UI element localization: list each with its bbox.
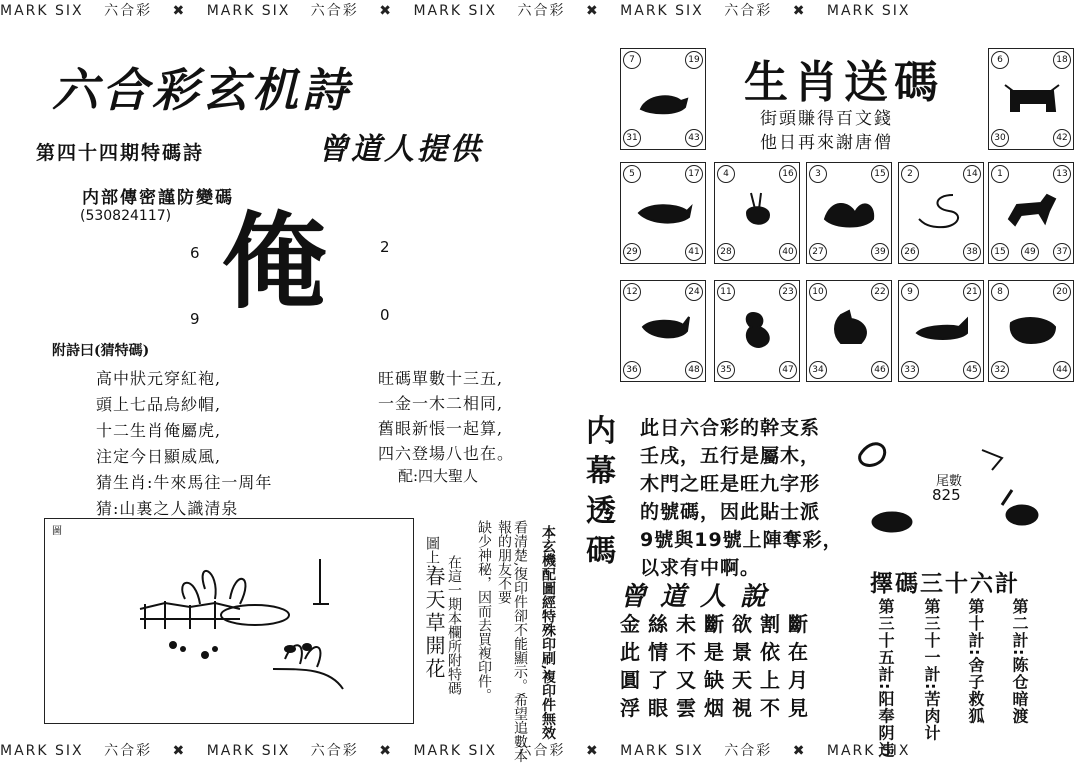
zodiac-number: 15 [991,243,1009,261]
border-text: ✖ [172,3,187,19]
border-text: MARK SIX [206,743,291,759]
poem-left [96,366,272,522]
border-text: ✖ [585,743,600,759]
border-text: 六合彩 [517,3,566,19]
zodiac-number: 42 [1053,129,1071,147]
zodiac-number: 39 [871,243,889,261]
said-line: 浮眼雲烟視不見 [620,696,816,720]
zodiac-number: 36 [623,361,641,379]
border-text: 六合彩 [724,743,773,759]
poem-line: 猜生肖:牛來馬往一周年 [96,473,273,492]
border-text: 六合彩 [724,3,773,19]
secret-line: 内部傳密謹防變碼 [82,188,234,208]
zodiac-box [620,280,706,382]
picture-caption-label: 圖上: [424,536,440,569]
zodiac-number: 21 [963,283,981,301]
zodiac-box [620,162,706,264]
picture-box [44,518,414,724]
zodiac-number: 23 [779,283,797,301]
border-text: MARK SIX [826,3,911,19]
zodiac-number: 5 [623,165,641,183]
zodiac-number: 9 [901,283,919,301]
border-text: ✖ [379,3,393,19]
strategy-title: 擇碼三十六計 [870,571,1020,597]
said-poem [620,610,816,722]
zodiac-number: 41 [685,243,703,261]
zodiac-number: 49 [1021,243,1039,261]
border-text: 六合彩 [517,743,566,759]
border-text: MARK SIX [0,743,84,759]
corner-number-tr: 2 [380,238,390,256]
border-text: 六合彩 [104,743,153,759]
secret-code: (530824117) [80,208,172,224]
poem-title: 附詩曰(猜特碼) [52,343,150,359]
zodiac-number: 38 [963,243,981,261]
zodiac-box [806,162,892,264]
poem-line: 高中狀元穿紅袍, [96,369,222,388]
border-text: ✖ [792,3,807,19]
picture-caption: 春天草開花 [422,566,446,681]
zodiac-number: 1 [991,165,1009,183]
zodiac-number: 32 [991,361,1009,379]
zodiac-number: 28 [717,243,735,261]
zodiac-number: 3 [809,165,827,183]
zodiac-number: 40 [779,243,797,261]
zodiac-number: 45 [963,361,981,379]
zodiac-number: 6 [991,51,1009,69]
note-column: 本玄機配圖經特殊印刷,複印件無效 [540,525,556,740]
poem-line: 四六登場八也在。 [378,444,515,463]
zodiac-number: 12 [623,283,641,301]
zodiac-number: 7 [623,51,641,69]
said-line: 圓了又缺天上月 [620,668,816,692]
zodiac-number: 35 [717,361,735,379]
poem-line: 猜:山裏之人識清泉 [96,499,239,518]
poem-line: 十二生肖俺屬虎, [96,421,222,440]
corner-number-bl: 9 [190,310,200,328]
said-line: 金絲未斷欲割斷 [620,612,816,636]
bottom-border-strip [0,740,1080,768]
poem-line: 頭上七品烏紗帽, [96,395,222,414]
poem-line: 注定今日顯威風, [96,447,222,466]
zodiac-number: 37 [1053,243,1071,261]
border-text: MARK SIX [826,743,911,759]
inside-title-char: 透 [586,494,616,529]
zodiac-box [806,280,892,382]
rabbit-icon [729,189,787,233]
zodiac-subtitle: 他日再來謝唐僧 [760,133,893,153]
zodiac-number: 48 [685,361,703,379]
border-text: 六合彩 [310,743,359,759]
zodiac-number: 43 [685,129,703,147]
zodiac-box [988,48,1074,150]
zodiac-box [714,280,800,382]
zodiac-box [898,162,984,264]
goat-icon [635,307,693,351]
corner-number-br: 0 [380,306,390,324]
poem-line: 一金一木二相同, [378,394,504,413]
tiger-icon [635,189,693,233]
note-column: 在這一期本欄所附特碼 [446,555,462,695]
zodiac-number: 31 [623,129,641,147]
zodiac-box [620,48,706,150]
zodiac-number: 44 [1053,361,1071,379]
inside-line: 木門之旺是旺九字形 [640,473,821,495]
horse-icon [1003,189,1061,233]
top-border-strip [0,0,1080,28]
border-text: ✖ [792,743,807,759]
zodiac-number: 8 [991,283,1009,301]
zodiac-box [714,162,800,264]
zodiac-title: 生肖送碼 [744,57,944,108]
inside-title-char: 碼 [586,534,616,569]
rooster-icon [821,307,879,351]
zodiac-number: 18 [1053,51,1071,69]
dog-icon [913,307,971,351]
said-title: 曾道人說 [620,582,781,612]
zodiac-number: 16 [779,165,797,183]
spring-grass-illustration [45,519,413,723]
pig-icon [1003,307,1061,351]
zodiac-number: 33 [901,361,919,379]
snake-icon [913,189,971,233]
corner-number-tl: 6 [190,244,200,262]
zodiac-number: 10 [809,283,827,301]
border-text: MARK SIX [620,3,704,19]
zodiac-number: 22 [871,283,889,301]
poem-line: 舊眼新悵一起算, [378,419,504,438]
monkey-icon [729,307,787,351]
border-text: ✖ [172,743,187,759]
rat-icon [635,75,693,119]
zodiac-number: 14 [963,165,981,183]
inside-title-char: 幕 [586,454,616,489]
border-text: ✖ [379,743,393,759]
border-text: MARK SIX [413,3,498,19]
tail-number-label: 尾數 [936,474,963,489]
zodiac-number: 11 [717,283,735,301]
inside-line: 9號與19號上陣奪彩， [640,529,843,551]
poem-right [378,366,514,466]
strategy-item: 第三十五計:阳奉阴违 [876,598,895,759]
inside-line: 壬戌，五行是屬木， [640,445,821,467]
border-text: 六合彩 [104,3,153,19]
zodiac-number: 2 [901,165,919,183]
poem-signature: 配:四大聖人 [398,467,479,485]
strategy-item: 第三十一計:苦肉计 [922,598,941,742]
zodiac-number: 19 [685,51,703,69]
zodiac-number: 46 [871,361,889,379]
inside-line: 的號碼，因此貼士派 [640,501,821,523]
provider-line: 曾道人提供 [318,132,483,167]
border-text: MARK SIX [413,743,498,759]
said-line: 此情不是景依在 [620,640,816,664]
zodiac-number: 47 [779,361,797,379]
poem-line: 旺碼單數十三五, [378,369,504,388]
zodiac-box [898,280,984,382]
border-text: ✖ [585,3,600,19]
big-character: 俺 [222,201,327,323]
issue-line: 第四十四期特碼詩 [36,142,205,164]
ox-icon [1003,75,1061,119]
note-column: 缺少神秘，因而去買複印件。 [476,520,492,702]
dragon-icon [821,189,879,233]
inside-code-title [586,412,616,572]
border-text: MARK SIX [206,3,291,19]
inside-code-text [640,414,843,582]
zodiac-number: 20 [1053,283,1071,301]
border-text: MARK SIX [620,743,704,759]
zodiac-subtitle: 街頭賺得百文錢 [760,109,893,129]
zodiac-number: 24 [685,283,703,301]
tail-number: 825 [932,486,961,504]
border-text: 六合彩 [310,3,359,19]
zodiac-number: 29 [623,243,641,261]
zodiac-number: 26 [901,243,919,261]
zodiac-number: 30 [991,129,1009,147]
zodiac-number: 4 [717,165,735,183]
zodiac-number: 13 [1053,165,1071,183]
main-title: 六合彩玄机詩 [52,63,352,117]
picture-label: 圖 [52,526,62,537]
strategy-item: 第二計:陈仓暗渡 [1010,598,1029,725]
zodiac-number: 15 [871,165,889,183]
zodiac-number: 17 [685,165,703,183]
inside-title-char: 内 [586,414,616,449]
zodiac-box [988,162,1074,264]
strategy-item: 第十計:舍子救狐 [966,598,985,725]
zodiac-number: 27 [809,243,827,261]
note-column: 看清楚,復印件卻不能顯示。希望追數本報的朋友不要 [496,520,528,763]
inside-line: 此日六合彩的幹支系 [640,417,821,439]
inside-line: 以求有中啊。 [640,557,761,579]
zodiac-box [988,280,1074,382]
zodiac-number: 34 [809,361,827,379]
border-text: MARK SIX [0,3,84,19]
